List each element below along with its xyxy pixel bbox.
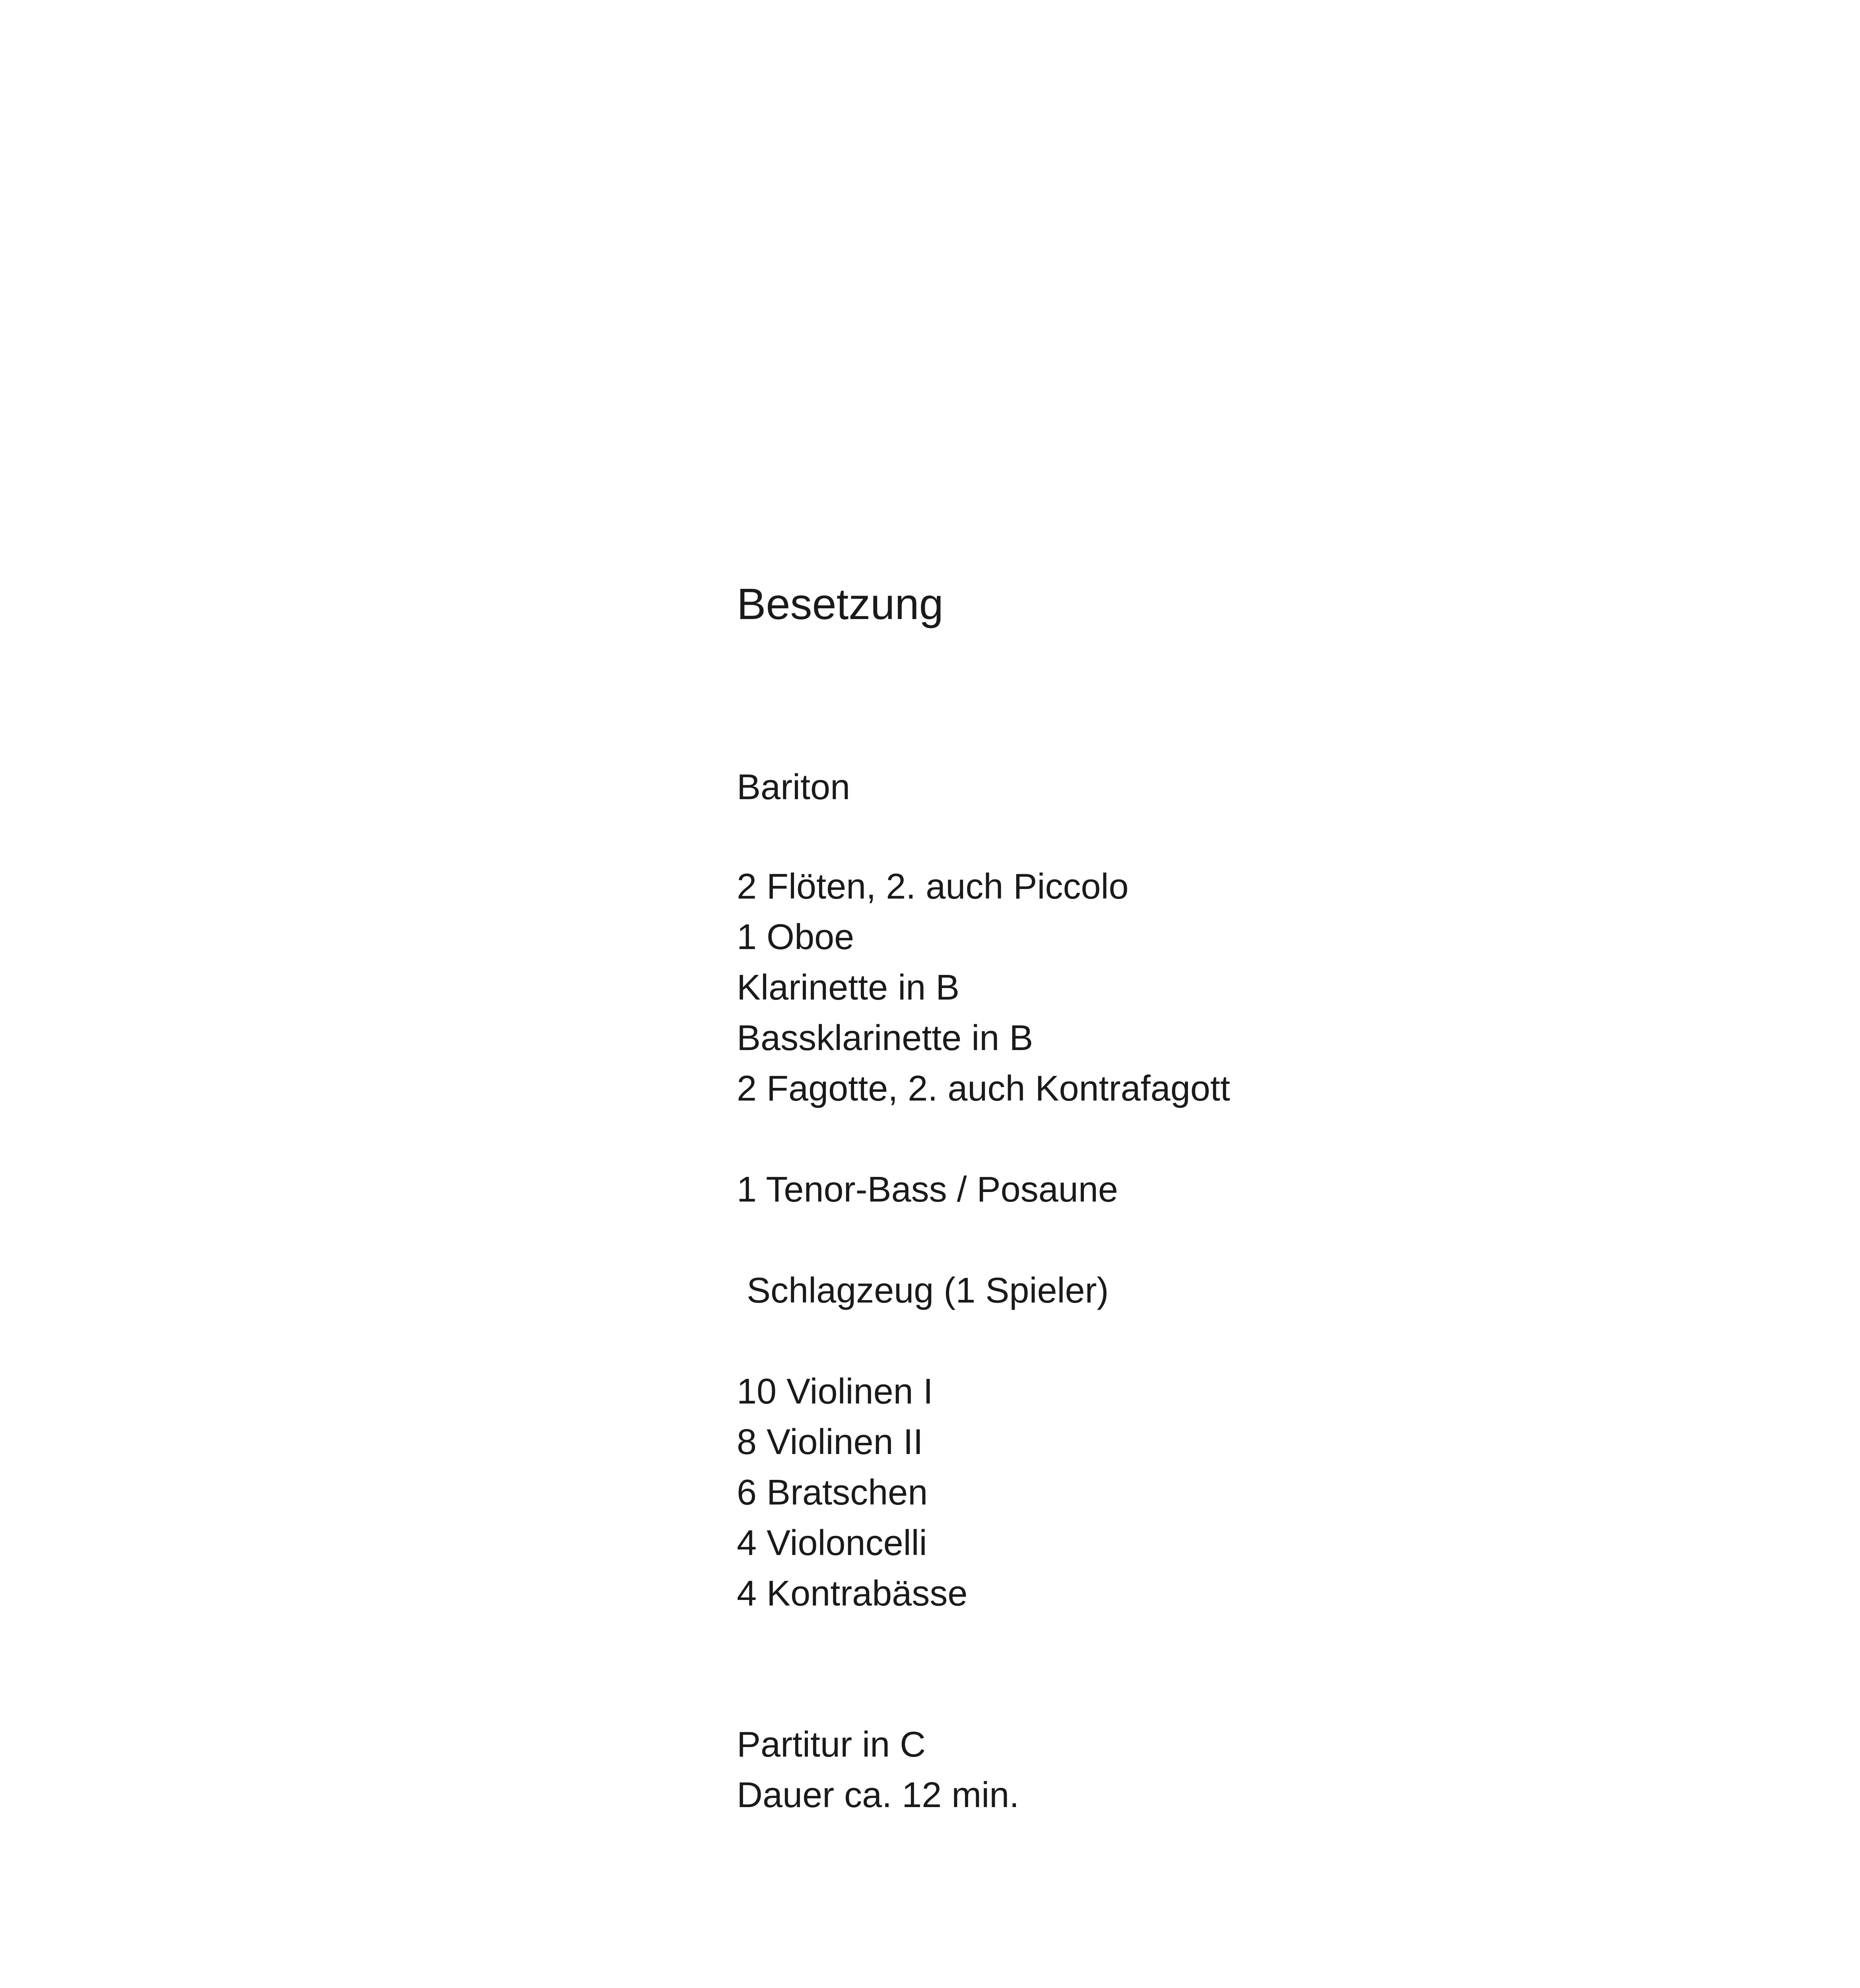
percussion-line: Schlagzeug (1 Spieler) bbox=[737, 1271, 1109, 1310]
page-title: Besetzung bbox=[737, 580, 944, 629]
strings-line-basses: 4 Kontrabässe bbox=[737, 1574, 968, 1613]
strings-line-cellos: 4 Violoncelli bbox=[737, 1523, 927, 1563]
woodwind-line-clarinet: Klarinette in B bbox=[737, 968, 960, 1008]
voice-line: Bariton bbox=[737, 767, 850, 807]
woodwind-line-bassoons: 2 Fagotte, 2. auch Kontrafagott bbox=[737, 1069, 1230, 1109]
strings-line-violas: 6 Bratschen bbox=[737, 1473, 928, 1512]
brass-line: 1 Tenor-Bass / Posaune bbox=[737, 1170, 1118, 1209]
score-transposition: Partitur in C bbox=[737, 1725, 926, 1765]
woodwind-line-flutes: 2 Flöten, 2. auch Piccolo bbox=[737, 867, 1129, 907]
woodwind-line-oboe: 1 Oboe bbox=[737, 917, 854, 957]
strings-line-violins-1: 10 Violinen I bbox=[737, 1372, 933, 1411]
woodwind-line-bass-clarinet: Bassklarinette in B bbox=[737, 1018, 1033, 1058]
score-duration: Dauer ca. 12 min. bbox=[737, 1775, 1019, 1815]
strings-line-violins-2: 8 Violinen II bbox=[737, 1422, 923, 1462]
